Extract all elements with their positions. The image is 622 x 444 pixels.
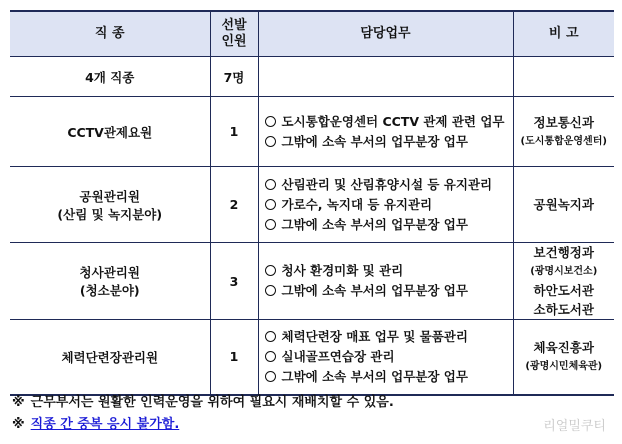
duty-cell	[258, 243, 513, 320]
header-count-line2: 인원	[221, 34, 247, 49]
circle-bullet-icon	[265, 265, 276, 276]
note-main: 공원녹지과	[533, 197, 594, 212]
note-sub: (광명시민체육관)	[525, 360, 603, 372]
duty-text: 체력단련장 매표 업무 및 물품관리	[281, 328, 468, 344]
note-cell	[513, 97, 614, 167]
circle-bullet-icon	[265, 219, 276, 230]
note-sub: (도시통합운영센터)	[520, 135, 607, 147]
duty-item	[265, 347, 509, 367]
duty-item	[265, 175, 509, 195]
table-row	[10, 320, 614, 395]
job-name: 체력단련장관리원	[61, 349, 159, 365]
note-main: 정보통신과	[533, 114, 594, 130]
duty-text: 그밖에 소속 부서의 업무분장 업무	[281, 368, 468, 384]
duty-item	[265, 327, 509, 347]
job-subname: (산림 및 녹지분야)	[57, 206, 163, 222]
circle-bullet-icon	[265, 285, 276, 296]
job-cell	[10, 320, 210, 395]
header-count-line1: 선발	[221, 18, 247, 33]
duty-cell	[258, 320, 513, 395]
duty-item	[265, 215, 509, 235]
duty-text: 청사 환경미화 및 관리	[281, 263, 404, 278]
duty-text: 그밖에 소속 부서의 업무분장 업무	[281, 283, 468, 298]
duty-text: 그밖에 소속 부서의 업무분장 업무	[281, 133, 468, 149]
circle-bullet-icon	[265, 331, 276, 342]
table-row	[10, 167, 614, 243]
header-count	[210, 11, 258, 57]
circle-bullet-icon	[265, 179, 276, 190]
job-name: 공원관리원	[79, 188, 140, 204]
reference-mark-icon: ※	[12, 395, 25, 410]
footnote-text: 근무부서는 원활한 인력운영을 위하여 필요시 재배치할 수 있음.	[30, 395, 394, 410]
table-header-row	[10, 11, 614, 57]
note-main: 보건행정과	[533, 245, 594, 260]
job-subname: (청소분야)	[79, 283, 140, 298]
watermark: 리얼밀쿠티	[543, 419, 606, 434]
header-note: 비 고	[513, 11, 614, 57]
count-cell: 3	[210, 243, 258, 320]
summary-job: 4개 직종	[10, 57, 210, 97]
note-extra: 하안도서관	[533, 283, 594, 298]
note-sub: (광명시보건소)	[530, 266, 598, 277]
table-row	[10, 243, 614, 320]
table-row	[10, 97, 614, 167]
warning-text: 직종 간 중복 응시 불가함.	[30, 417, 180, 432]
duty-text: 가로수, 녹지대 등 유지관리	[281, 196, 433, 212]
reference-mark-icon: ※	[12, 417, 25, 432]
circle-bullet-icon	[265, 371, 276, 382]
note-extra: 소하도서관	[533, 302, 594, 317]
duty-cell	[258, 97, 513, 167]
duty-cell	[258, 167, 513, 243]
count-cell: 1	[210, 97, 258, 167]
summary-count: 7명	[210, 57, 258, 97]
summary-note	[513, 57, 614, 97]
header-duty: 담당업무	[258, 11, 513, 57]
circle-bullet-icon	[265, 351, 276, 362]
duty-item	[265, 261, 509, 281]
footnotes	[12, 392, 394, 436]
job-name: CCTV관제요원	[67, 124, 153, 140]
job-cell	[10, 167, 210, 243]
job-cell	[10, 243, 210, 320]
duty-item	[265, 195, 509, 215]
job-name: 청사관리원	[79, 265, 140, 280]
header-job: 직 종	[10, 11, 210, 57]
note-cell	[513, 320, 614, 395]
duty-text: 도시통합운영센터 CCTV 관제 관련 업무	[281, 113, 505, 129]
duty-item	[265, 132, 509, 152]
summary-row	[10, 57, 614, 97]
note-cell	[513, 167, 614, 243]
count-cell: 2	[210, 167, 258, 243]
count-cell: 1	[210, 320, 258, 395]
circle-bullet-icon	[265, 199, 276, 210]
note-cell	[513, 243, 614, 320]
circle-bullet-icon	[265, 116, 276, 127]
summary-duty	[258, 57, 513, 97]
duty-text: 그밖에 소속 부서의 업무분장 업무	[281, 216, 468, 232]
job-cell	[10, 97, 210, 167]
duty-item	[265, 112, 509, 132]
footnote-duplicate-warning	[12, 414, 394, 436]
duty-item	[265, 281, 509, 301]
recruitment-table	[10, 10, 614, 396]
circle-bullet-icon	[265, 136, 276, 147]
duty-text: 산림관리 및 산림휴양시설 등 유지관리	[281, 176, 493, 192]
duty-item	[265, 367, 509, 387]
duty-text: 실내골프연습장 관리	[281, 348, 395, 364]
note-main: 체육진흥과	[533, 339, 594, 355]
footnote-reassignment	[12, 392, 394, 414]
